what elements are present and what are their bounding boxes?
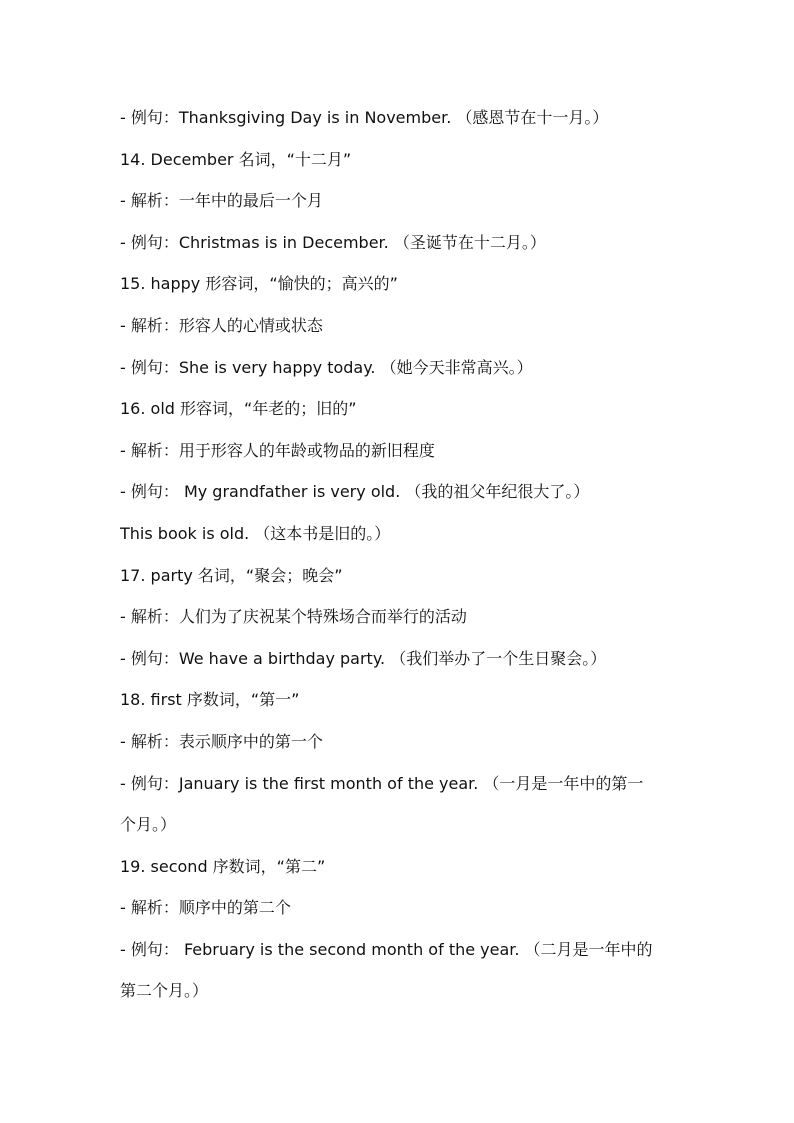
text-line: - 解析：表示顺序中的第一个 — [120, 731, 323, 751]
text-line: - 例句：Christmas is in December. （圣诞节在十二月。） — [120, 232, 546, 252]
document-body — [120, 104, 680, 1019]
vocab-heading: 17. party 名词，“聚会；晚会” — [120, 565, 343, 585]
vocab-heading: 15. happy 形容词，“愉快的；高兴的” — [120, 274, 398, 294]
text-line: - 例句：Thanksgiving Day is in November. （感恩节在十一月。） — [120, 108, 609, 127]
vocab-heading: 16. old 形容词，“年老的；旧的” — [120, 399, 357, 419]
text-line: - 解析：形容人的心情或状态 — [120, 315, 323, 335]
text-line: - 解析：顺序中的第二个 — [120, 898, 291, 918]
vocab-heading: 18. first 序数词，“第一” — [120, 690, 300, 710]
text-line: - 例句：She is very happy today. （她今天非常高兴。） — [120, 357, 533, 377]
vocab-heading: 19. second 序数词，“第二” — [120, 856, 326, 876]
text-line: This book is old. （这本书是旧的。） — [120, 523, 391, 543]
text-line: - 例句： February is the second month of the year. （二月是一年中的 — [120, 939, 653, 959]
text-line: 第二个月。） — [120, 981, 209, 1001]
text-line: - 例句：We have a birthday party. （我们举办了一个生日聚会。） — [120, 648, 607, 668]
text-line: 个月。） — [120, 815, 177, 835]
vocab-heading: 14. December 名词，“十二月” — [120, 149, 352, 169]
text-line: - 解析：一年中的最后一个月 — [120, 191, 323, 211]
text-line: - 解析：人们为了庆祝某个特殊场合而举行的活动 — [120, 607, 467, 627]
text-line: - 解析：用于形容人的年龄或物品的新旧程度 — [120, 440, 435, 460]
text-line: - 例句：January is the first month of the year. （一月是一年中的第一 — [120, 773, 644, 793]
text-line: - 例句： My grandfather is very old. （我的祖父年纪很大了。） — [120, 482, 590, 502]
